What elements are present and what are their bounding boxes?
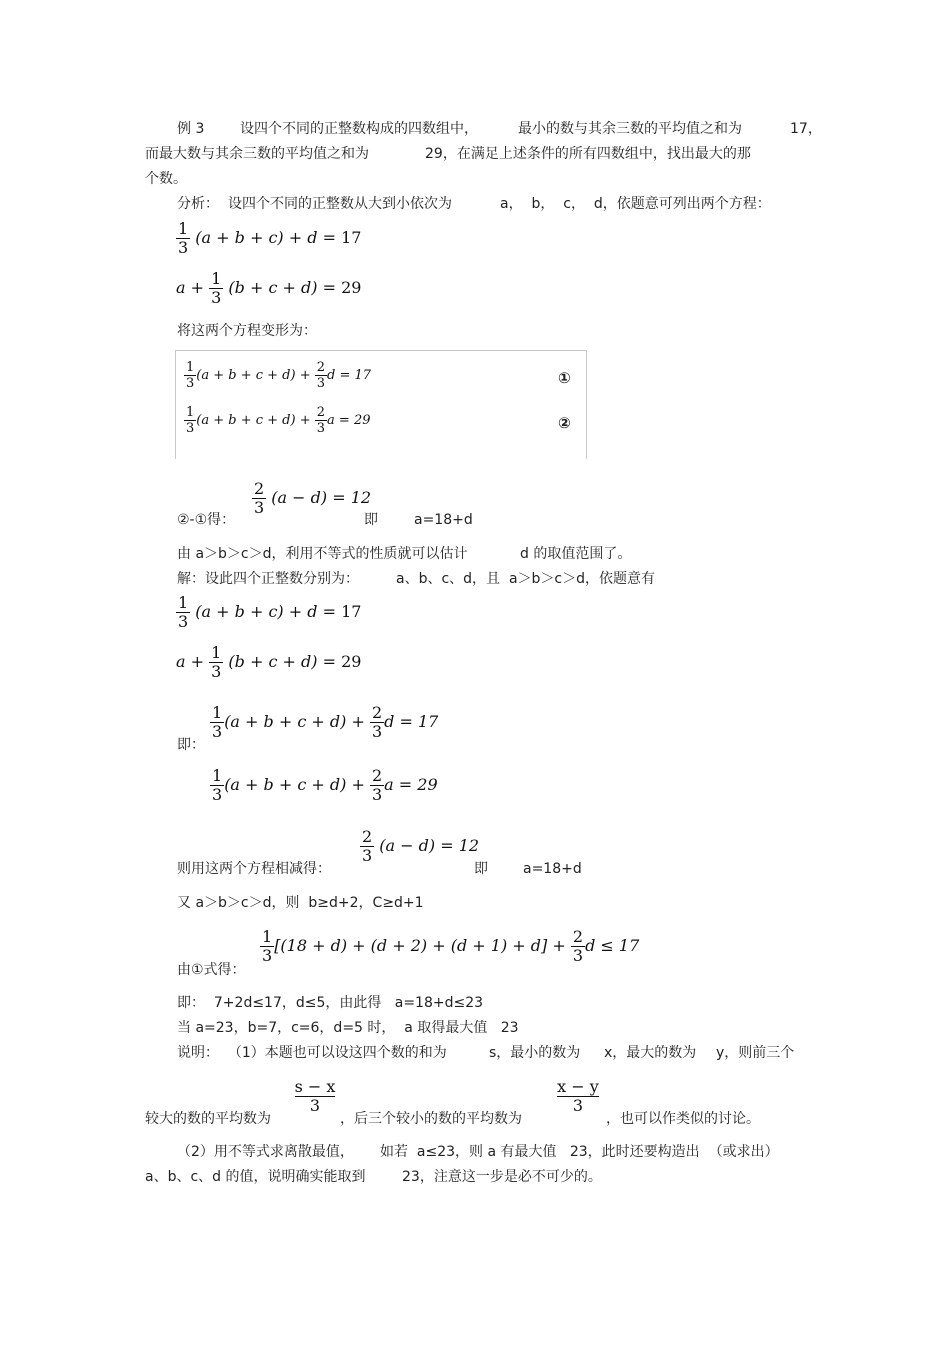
solution-equation-3: $\frac{1}{3}$ (a + b + c + d) + $\frac{2}{3}$ d = 17 <box>212 703 439 741</box>
subtract-label-2: 则用这两个方程相减得： <box>177 861 331 877</box>
equation-marker-2: ② <box>558 414 571 432</box>
note-text: ，也可以作类似的讨论。 <box>606 1111 760 1127</box>
note-text: ，后三个较小的数的平均数为 <box>340 1111 522 1127</box>
transform-text: 将这两个方程变形为： <box>177 323 317 339</box>
note2-text: 如若 a≤23，则 a 有最大值 23，此时还要构造出 （或求出） <box>380 1144 779 1160</box>
fraction-s-minus-x: $\frac{s - x}{3}$ <box>294 1077 336 1115</box>
note2-text: （2）用不等式求离散最值， <box>177 1144 354 1160</box>
note-text: s，最小的数为 <box>489 1045 581 1061</box>
analysis-text: a， b， c， d，依题意可列出两个方程： <box>500 196 771 212</box>
example-number: 例 3 <box>177 121 205 137</box>
problem-text: 17， <box>790 121 822 137</box>
problem-text: 个数。 <box>145 171 187 187</box>
analysis-text: 设四个不同的正整数从大到小依次为 <box>228 196 452 212</box>
equation-marker-1: ① <box>558 369 571 387</box>
note2-text: a、b、c、d 的值，说明确实能取到 <box>145 1169 366 1185</box>
result-text: a=18+d <box>414 512 473 528</box>
from-eq-label: 由①式得： <box>177 962 246 978</box>
solution-text: 解：设此四个正整数分别为： <box>177 571 359 587</box>
solution-equation-4: $\frac{1}{3}$ (a + b + c + d) + $\frac{2}{3}$ a = 29 <box>212 766 438 804</box>
result-text: a=18+d <box>523 861 582 877</box>
note2-text: 23，注意这一步是必不可少的。 <box>402 1169 602 1185</box>
equation-1: $\frac{1}{3}$ (a + b + c) + d = 17 <box>178 219 362 257</box>
subtract-equation-2: $\frac{2}{3}$ (a − d) = 12 <box>362 827 480 865</box>
fraction-x-minus-y: $\frac{x - y}{3}$ <box>557 1077 599 1115</box>
result-line-1: 即： 7+2d≤17，d≤5，由此得 a=18+d≤23 <box>177 995 484 1011</box>
subtract-equation: $\frac{2}{3}$ (a − d) = 12 <box>254 479 372 517</box>
problem-text: 最小的数与其余三数的平均值之和为 <box>518 121 742 137</box>
equation-2: a + $\frac{1}{3}$ (b + c + d) = 29 <box>176 269 362 307</box>
subtract-label: ②-①得： <box>177 512 236 528</box>
analysis-label: 分析： <box>177 196 219 212</box>
solution-text: a、b、c、d，且 a＞b＞c＞d，依题意有 <box>396 571 655 587</box>
inequality-text: 又 a＞b＞c＞d，则 b≥d+2，C≥d+1 <box>177 895 424 911</box>
ji-text: 即 <box>364 512 378 528</box>
note-text: y，则前三个 <box>716 1045 795 1061</box>
problem-text: 29，在满足上述条件的所有四数组中，找出最大的那 <box>425 146 751 162</box>
estimate-text: d 的取值范围了。 <box>520 546 632 562</box>
ji-label: 即： <box>177 737 205 753</box>
boxed-equation-1: $\frac{1}{3}$ (a + b + c + d) + $\frac{2}{3}$ d = 17 <box>186 360 372 391</box>
note-text: 说明： （1）本题也可以设这四个数的和为 <box>177 1045 447 1061</box>
estimate-text: 由 a＞b＞c＞d，利用不等式的性质就可以估计 <box>177 546 468 562</box>
note-text: x，最大的数为 <box>604 1045 697 1061</box>
problem-text: 而最大数与其余三数的平均值之和为 <box>145 146 369 162</box>
boxed-equation-2: $\frac{1}{3}$ (a + b + c + d) + $\frac{2}{3}$ a = 29 <box>186 405 371 436</box>
inequality-expression: $\frac{1}{3}$ [(18 + d) + (d + 2) + (d + 1) + d] + $\frac{2}{3}$ d ≤ 17 <box>262 927 640 965</box>
solution-equation-1: $\frac{1}{3}$ (a + b + c) + d = 17 <box>178 593 362 631</box>
result-line-2: 当 a=23，b=7，c=6，d=5 时， a 取得最大值 23 <box>177 1020 519 1036</box>
note-text: 较大的数的平均数为 <box>145 1111 271 1127</box>
problem-text: 设四个不同的正整数构成的四数组中， <box>240 121 478 137</box>
solution-equation-2: a + $\frac{1}{3}$ (b + c + d) = 29 <box>176 643 362 681</box>
ji-text: 即 <box>474 861 488 877</box>
